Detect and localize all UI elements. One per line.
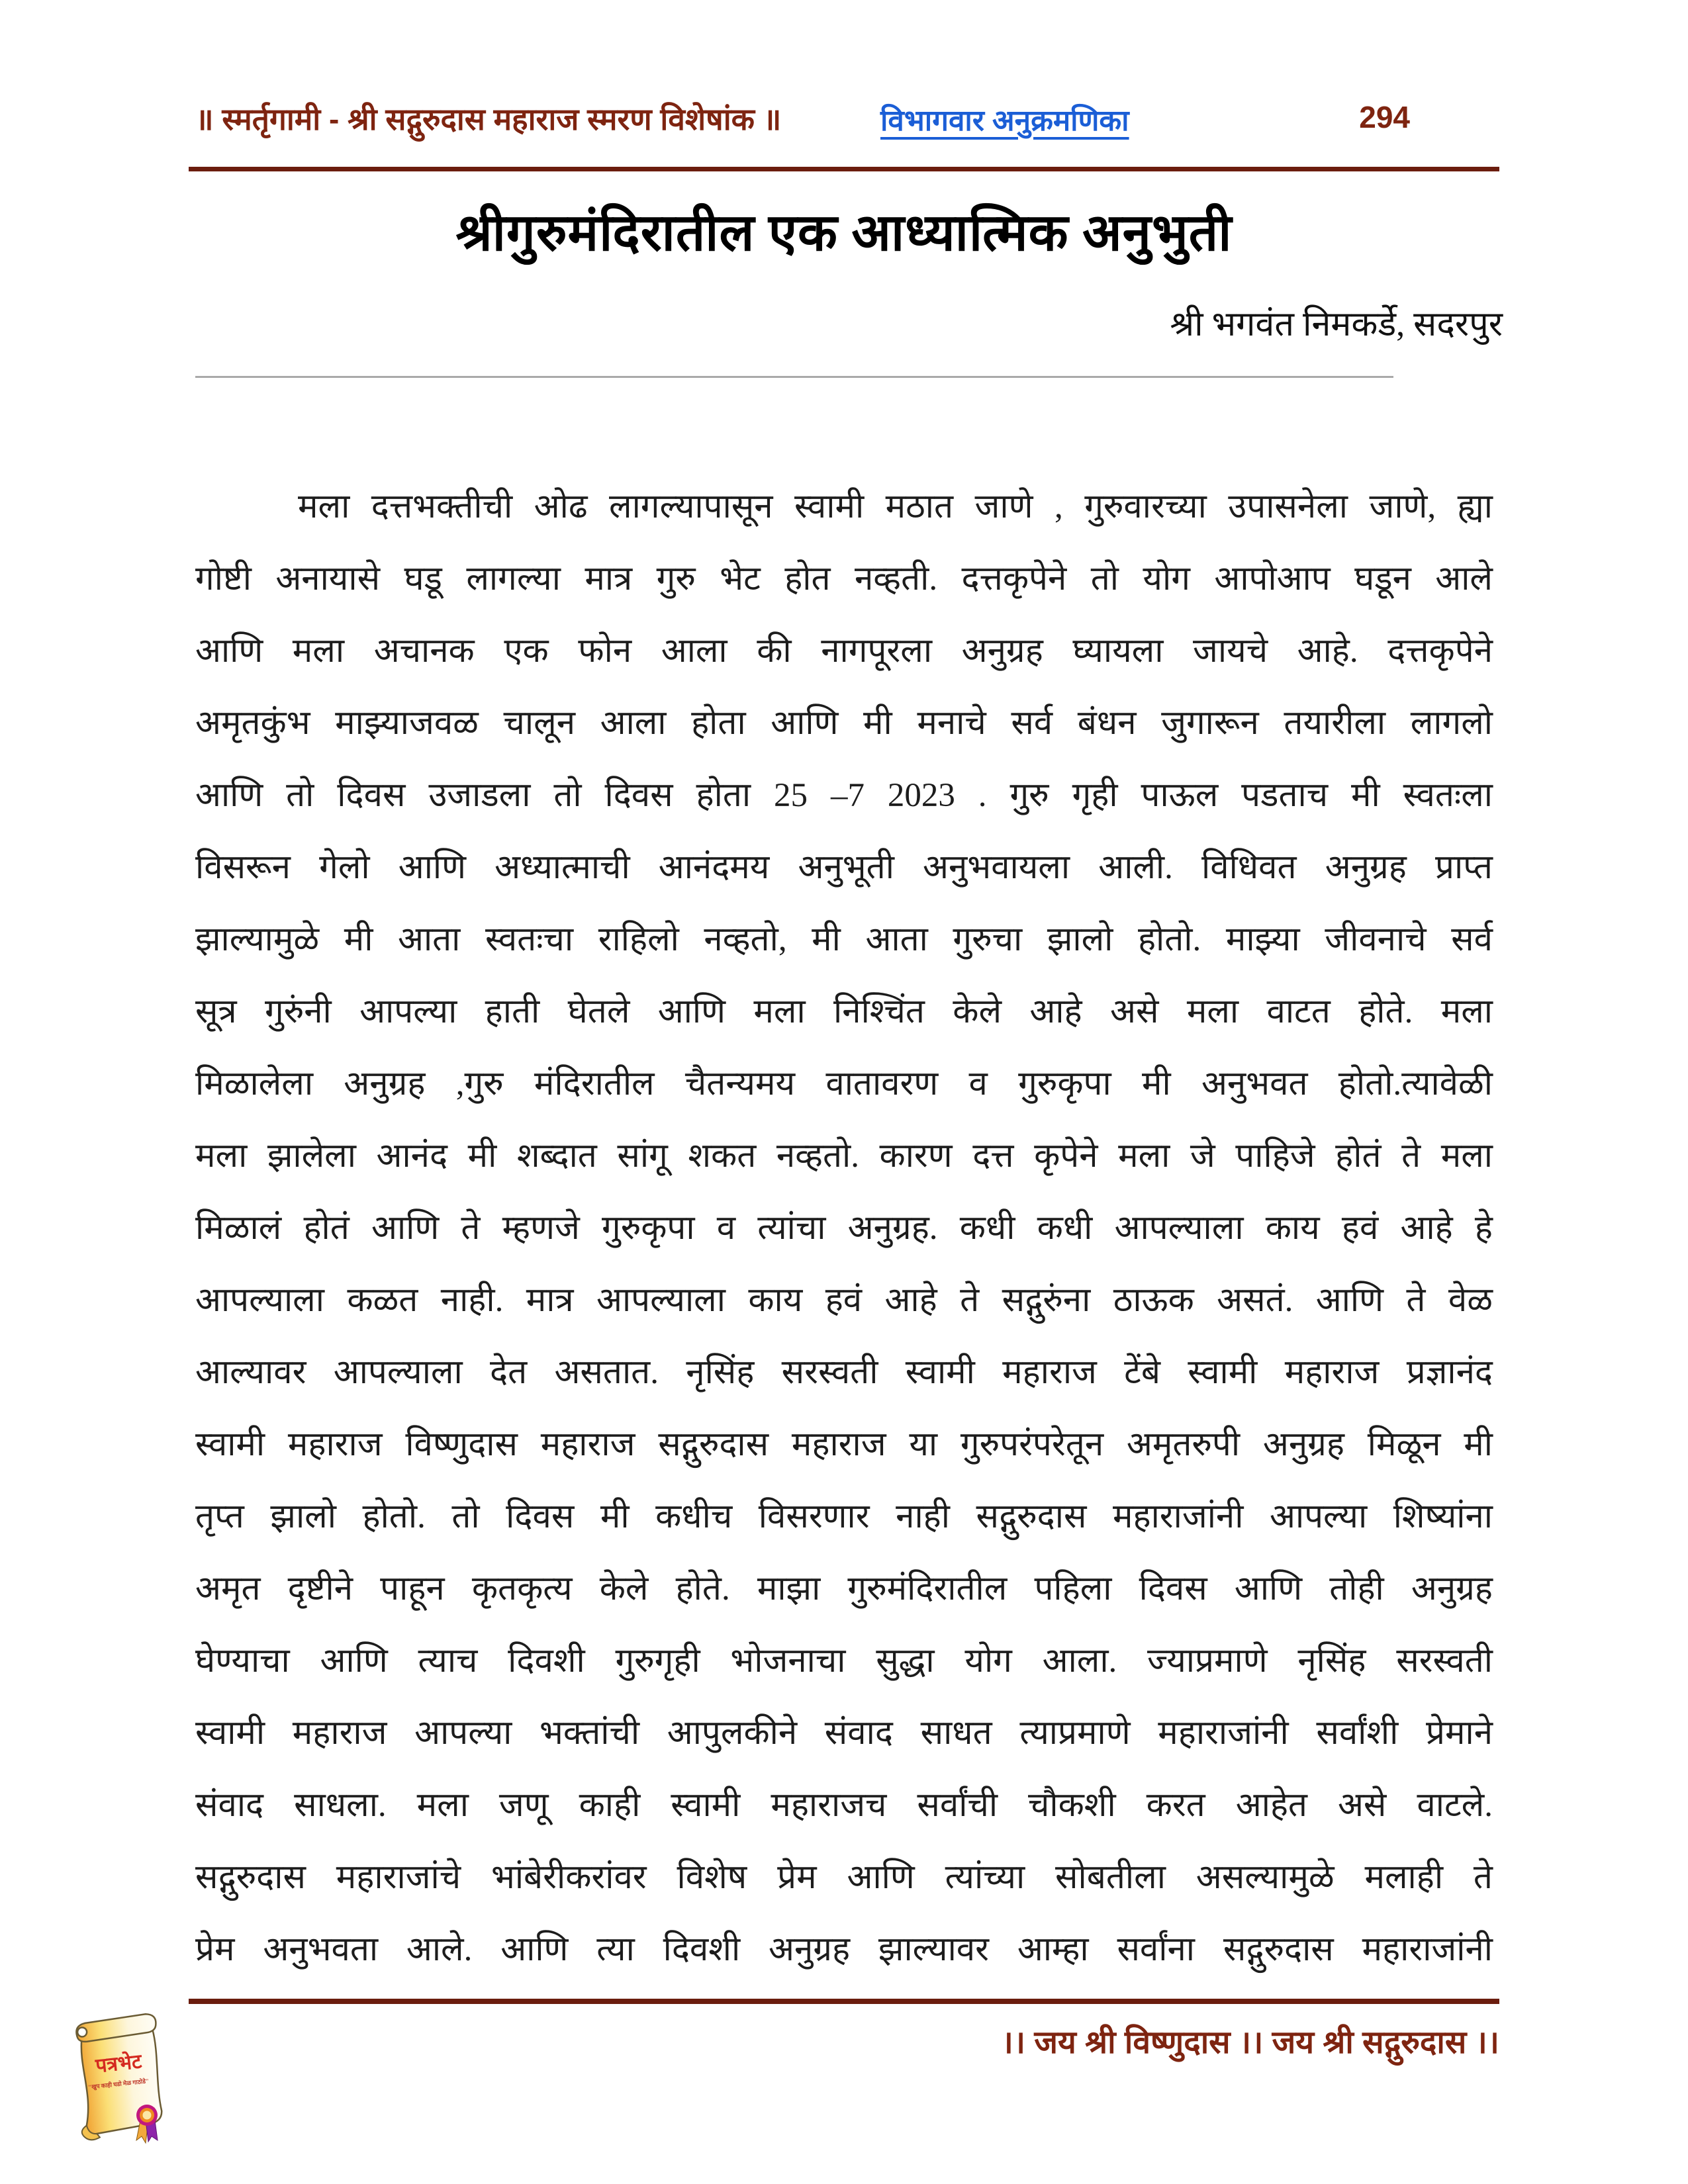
text-line: आणि मला अचानक एक फोन आला की नागपूरला अनुग्रह घ्यायला जायचे आहे. दत्तकृपेने xyxy=(195,633,1493,670)
article-title: श्रीगुरुमंदिरातील एक आध्यात्मिक अनुभुती xyxy=(455,204,1233,261)
text-line: झाल्यामुळे मी आता स्वतःचा राहिलो नव्हतो, मी आता गुरुचा झालो होतो. माझ्या जीवनाचे सर्व xyxy=(195,921,1493,958)
patrabhet-logo xyxy=(60,2011,179,2153)
text-line: अमृतकुंभ माझ्याजवळ चालून आला होता आणि मी मनाचे सर्व बंधन जुगारून तयारीला लागलो xyxy=(195,705,1493,742)
footer-rule xyxy=(189,1999,1499,2004)
logo-title: पत्रभेट xyxy=(94,2050,143,2077)
text-line: आपल्याला कळत नाही. मात्र आपल्याला काय हवं आहे ते सद्गुरुंना ठाऊक असतं. आणि ते वेळ xyxy=(195,1282,1493,1319)
text-line: सूत्र गुरुंनी आपल्या हाती घेतले आणि मला निश्चिंत केले आहे असे मला वाटत होते. मला xyxy=(195,993,1493,1030)
page-number: 294 xyxy=(1359,100,1410,134)
text-line: तृप्त झालो होतो. तो दिवस मी कधीच विसरणार नाही सद्गुरुदास महाराजांनी आपल्या शिष्यांना xyxy=(195,1498,1493,1535)
text-line: आणि तो दिवस उजाडला तो दिवस होता 25 –7 2023 . गुरु गृही पाऊल पडताच मी स्वतःला xyxy=(195,777,1493,814)
article-body xyxy=(195,471,1493,1986)
text-line: स्वामी महाराज आपल्या भक्तांची आपुलकीने संवाद साधत त्याप्रमाणे महाराजांनी सर्वांशी प्रेमाने xyxy=(195,1715,1493,1752)
text-line: आल्यावर आपल्याला देत असतात. नृसिंह सरस्वती स्वामी महाराज टेंबे स्वामी महाराज प्रज्ञानंद xyxy=(195,1354,1493,1391)
text-line: स्वामी महाराज विष्णुदास महाराज सद्गुरुदास महाराज या गुरुपरंपरेतून अमृतरुपी अनुग्रह मिळून मी xyxy=(195,1426,1493,1463)
text-line: संवाद साधला. मला जणू काही स्वामी महाराजच सर्वांची चौकशी करत आहेत असे वाटले. xyxy=(195,1787,1493,1824)
text-line: अमृत दृष्टीने पाहून कृतकृत्य केले होते. माझा गुरुमंदिरातील पहिला दिवस आणि तोही अनुग्रह xyxy=(195,1570,1493,1608)
text-line: मिळालेला अनुग्रह ,गुरु मंदिरातील चैतन्यमय वातावरण व गुरुकृपा मी अनुभवत होतो.त्यावेळी xyxy=(195,1066,1493,1103)
author-divider xyxy=(195,376,1393,378)
text-line: विसरून गेलो आणि अध्यात्माची आनंदमय अनुभूती अनुभवायला आली. विधिवत अनुग्रह प्राप्त xyxy=(195,849,1493,886)
header-rule xyxy=(189,167,1499,171)
footer-blessing: ।। जय श्री विष्णुदास ।। जय श्री सद्गुरुदास ।। xyxy=(1001,2025,1499,2060)
logo-tagline: "खुप काही घडो मेळ गाठोडे" xyxy=(87,2077,150,2091)
text-line: सद्गुरुदास महाराजांचे भांबेरीकरांवर विशेष प्रेम आणि त्यांच्या सोबतीला असल्यामुळे मलाही ते xyxy=(195,1859,1493,1896)
text-line: मिळालं होतं आणि ते म्हणजे गुरुकृपा व त्यांचा अनुग्रह. कधी कधी आपल्याला काय हवं आहे हे xyxy=(195,1210,1493,1247)
text-line: घेण्याचा आणि त्याच दिवशी गुरुगृही भोजनाचा सुद्धा योग आला. ज्याप्रमाणे नृसिंह सरस्वती xyxy=(195,1643,1493,1680)
index-link[interactable]: विभागवार अनुक्रमणिका xyxy=(880,105,1129,137)
text-line: गोष्टी अनायासे घडू लागल्या मात्र गुरु भेट होत नव्हती. दत्तकृपेने तो योग आपोआप घडून आले xyxy=(195,561,1493,598)
rosette-ribbon-icon xyxy=(128,2102,164,2146)
text-line: मला दत्तभक्तीची ओढ लागल्यापासून स्वामी मठात जाणे , गुरुवारच्या उपासनेला जाणे, ह्या xyxy=(298,488,1493,525)
text-line: प्रेम अनुभवता आले. आणि त्या दिवशी अनुग्रह झाल्यावर आम्हा सर्वांना सद्गुरुदास महाराजांनी xyxy=(195,1931,1493,1968)
text-line: मला झालेला आनंद मी शब्दात सांगू शकत नव्हतो. कारण दत्त कृपेने मला जे पाहिजे होतं ते मला xyxy=(195,1138,1493,1175)
article-author: श्री भगवंत निमकर्डे, सदरपुर xyxy=(1170,306,1503,343)
masthead-title: ॥ स्मर्तृगामी - श्री सद्गुरुदास महाराज स्मरण विशेषांक ॥ xyxy=(195,102,782,136)
